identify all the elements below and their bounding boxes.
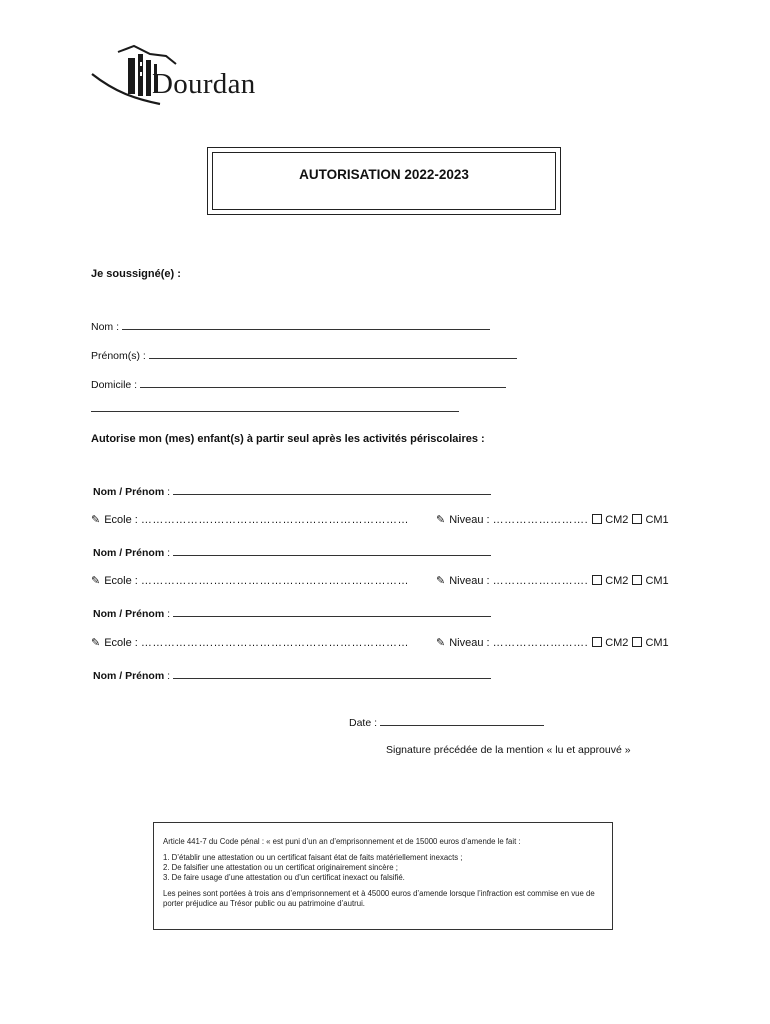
- cm1-label: CM1: [645, 637, 669, 649]
- ecole-label: Ecole :: [104, 637, 138, 649]
- nom-field[interactable]: [122, 318, 490, 330]
- child-1-name-field[interactable]: [173, 483, 491, 495]
- legal-list-item: 2. De falsifier une attestation ou un certificat originairement sincère ;: [163, 863, 398, 872]
- cm2-checkbox[interactable]: [592, 637, 602, 647]
- legal-notice-box: [153, 822, 613, 930]
- nom-prenom-label: Nom / Prénom: [93, 547, 165, 559]
- logo-text: Dourdan: [152, 68, 256, 100]
- pen-icon: ✎: [91, 637, 101, 649]
- title-inner-frame: [212, 152, 556, 210]
- title-frame: [207, 147, 561, 215]
- child-2-name-row: [93, 544, 491, 559]
- cm1-checkbox[interactable]: [632, 637, 642, 647]
- pen-icon: ✎: [91, 514, 101, 526]
- niveau-label: Niveau :: [449, 637, 490, 649]
- child-3-ecole-row: [91, 636, 409, 649]
- child-2-ecole-row: [91, 574, 409, 587]
- legal-intro: Article 441-7 du Code pénal : « est puni d’un an d’emprisonnement et de 15000 euros d’amende le fait :: [163, 837, 521, 846]
- child-3-niveau-row: [436, 636, 669, 649]
- niveau-field[interactable]: …………………….: [492, 575, 589, 587]
- nom-row: [91, 318, 490, 333]
- child-1-ecole-row: [91, 513, 409, 526]
- colon: :: [167, 486, 171, 498]
- signature-mention: Signature précédée de la mention « lu et approuvé »: [386, 744, 631, 756]
- colon: :: [167, 670, 171, 682]
- cm2-checkbox[interactable]: [592, 575, 602, 585]
- colon: :: [167, 547, 171, 559]
- niveau-label: Niveau :: [449, 575, 490, 587]
- nom-prenom-label: Nom / Prénom: [93, 608, 165, 620]
- colon: :: [167, 608, 171, 620]
- niveau-field[interactable]: …………………….: [492, 637, 589, 649]
- ecole-field[interactable]: ……………….……………………………………………: [140, 575, 409, 587]
- pen-icon: ✎: [436, 514, 446, 526]
- child-4-name-row: [93, 667, 491, 682]
- cm2-label: CM2: [605, 637, 629, 649]
- cm2-label: CM2: [605, 575, 629, 587]
- ecole-field[interactable]: ……………….……………………………………………: [140, 637, 409, 649]
- ecole-field[interactable]: ……………….……………………………………………: [140, 514, 409, 526]
- niveau-field[interactable]: …………………….: [492, 514, 589, 526]
- prenom-field[interactable]: [149, 347, 517, 359]
- date-row: [349, 714, 544, 729]
- child-1-niveau-row: [436, 513, 669, 526]
- child-3-name-row: [93, 605, 491, 620]
- domicile-field[interactable]: [140, 376, 506, 388]
- child-3-name-field[interactable]: [173, 605, 491, 617]
- pen-icon: ✎: [91, 575, 101, 587]
- ecole-label: Ecole :: [104, 514, 138, 526]
- legal-penalty: Les peines sont portées à trois ans d’emprisonnement et à 45000 euros d’amende lorsque l’infraction est commise en vue de porter préjudice au Trésor public ou au patrimoine d’autrui.: [163, 889, 595, 908]
- cm1-label: CM1: [645, 514, 669, 526]
- date-label: Date :: [349, 717, 378, 729]
- page-title: AUTORISATION 2022-2023: [299, 167, 469, 182]
- cm2-checkbox[interactable]: [592, 514, 602, 524]
- legal-list-item: 3. De faire usage d’une attestation ou d’un certificat inexact ou falsifié.: [163, 873, 405, 882]
- cm1-checkbox[interactable]: [632, 514, 642, 524]
- ecole-label: Ecole :: [104, 575, 138, 587]
- nom-label: Nom :: [91, 321, 120, 333]
- legal-list-item: 1. D’établir une attestation ou un certificat faisant état de faits matériellement inexacts ;: [163, 853, 463, 862]
- dourdan-logo: [90, 44, 320, 116]
- cm2-label: CM2: [605, 514, 629, 526]
- domicile-field-line-2[interactable]: [91, 399, 459, 412]
- child-2-niveau-row: [436, 574, 669, 587]
- pen-icon: ✎: [436, 575, 446, 587]
- child-1-name-row: [93, 483, 491, 498]
- nom-prenom-label: Nom / Prénom: [93, 670, 165, 682]
- date-field[interactable]: [380, 714, 544, 726]
- domicile-label: Domicile :: [91, 379, 138, 391]
- authorization-heading: Autorise mon (mes) enfant(s) à partir seul après les activités périscolaires :: [91, 433, 485, 445]
- nom-prenom-label: Nom / Prénom: [93, 486, 165, 498]
- pen-icon: ✎: [436, 637, 446, 649]
- cm1-checkbox[interactable]: [632, 575, 642, 585]
- declaration-heading: Je soussigné(e) :: [91, 268, 181, 280]
- legal-list: [163, 853, 603, 883]
- child-4-name-field[interactable]: [173, 667, 491, 679]
- prenom-row: [91, 347, 517, 362]
- prenom-label: Prénom(s) :: [91, 350, 146, 362]
- cm1-label: CM1: [645, 575, 669, 587]
- child-2-name-field[interactable]: [173, 544, 491, 556]
- domicile-row: [91, 376, 506, 391]
- niveau-label: Niveau :: [449, 514, 490, 526]
